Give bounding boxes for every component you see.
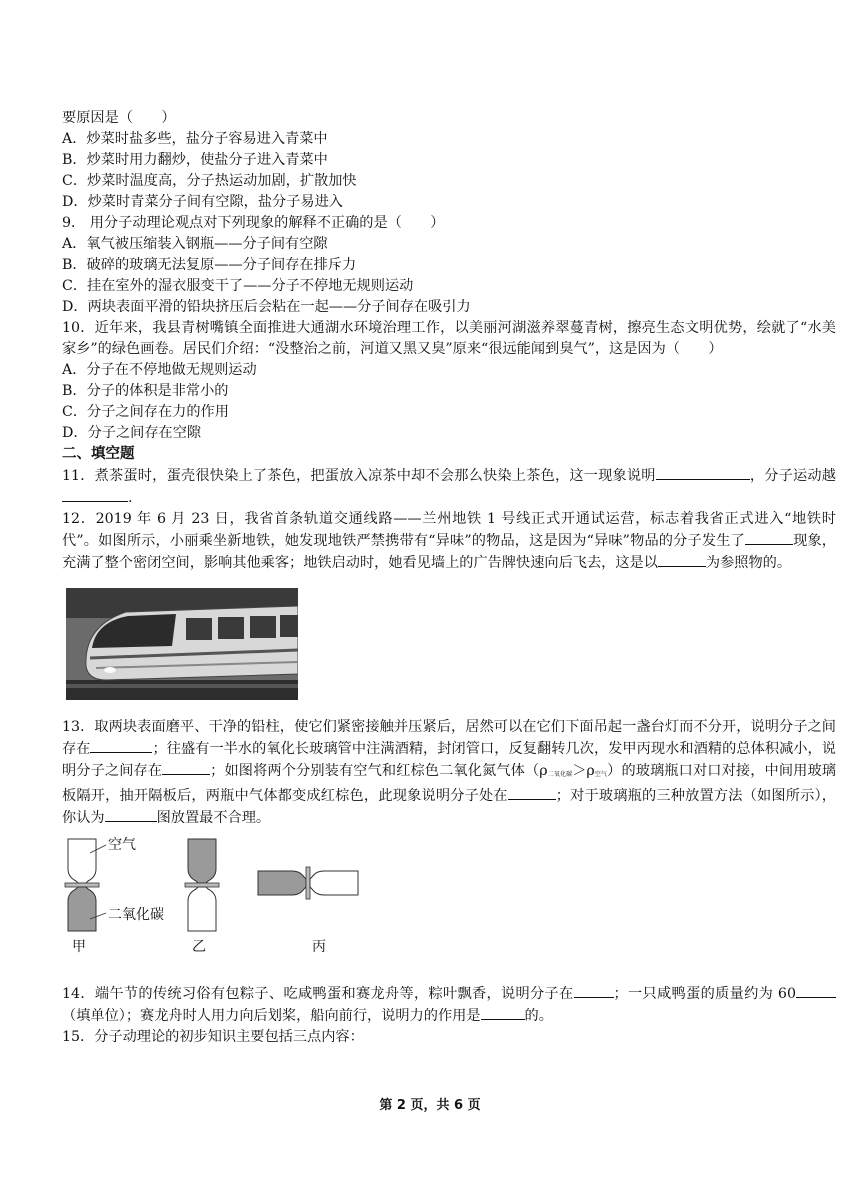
q10-option-c: C．分子之间存在力的作用: [62, 404, 229, 420]
q14: [62, 983, 836, 1027]
q13-text-6: 图放置最不合理。: [156, 810, 271, 826]
q13-blank-1: [90, 738, 152, 753]
q11: [62, 465, 836, 509]
q12-blank-1: [745, 530, 793, 545]
q9-stem: 9． 用分子动理论观点对下列现象的解释不正确的是（ ）: [62, 215, 445, 231]
q14-text-4: 的。: [524, 1008, 553, 1024]
q9-option-d: D．两块表面平滑的铅块挤压后会粘在一起——分子间存在吸引力: [62, 299, 471, 315]
bottle-arrangement-yi: [185, 839, 219, 931]
q13-text-2: ；往盛有一半水的氧化长玻璃管中注满酒精，封闭管口，反复翻转几次，发甲丙现水和酒精的总体积减小，说明分子之间存在: [62, 741, 836, 779]
q11-blank-2: [62, 487, 128, 502]
q13: [62, 717, 836, 829]
q13-subscript-air: 空气: [594, 771, 608, 778]
section-heading: 二、填空题: [62, 446, 135, 462]
q11-text-1: 11．煮茶蛋时，蛋壳很快染上了茶色，把蛋放入凉茶中却不会那么快染上茶色，这一现象说明: [62, 468, 656, 484]
q8-option-d: D．炒菜时青菜分子间有空隙，盐分子易进入: [62, 194, 343, 210]
document-body: [62, 108, 836, 1048]
label-co2: 二氧化碳: [108, 907, 164, 923]
q9-option-b: B．破碎的玻璃无法复原——分子间存在排斥力: [62, 257, 357, 273]
q9-option-c: C．挂在室外的湿衣服变干了——分子不停地无规则运动: [62, 278, 414, 294]
q11-text-3: .: [128, 490, 133, 506]
q13-blank-2: [162, 760, 210, 775]
q14-text-2: ；一只咸鸭蛋的质量约为 60: [613, 986, 796, 1002]
q8-stem-end: 要原因是（ ）: [62, 110, 176, 126]
q13-blank-3: [508, 785, 556, 800]
q8-option-b: B．炒菜时用力翻炒，使盐分子进入青菜中: [62, 152, 328, 168]
q14-text-1: 14．端午节的传统习俗有包粽子、吃咸鸭蛋和赛龙舟等，粽叶飘香，说明分子在: [62, 986, 574, 1002]
q12: [62, 509, 836, 574]
q12-blank-2: [658, 552, 706, 567]
q13-gt: ＞ρ: [572, 763, 595, 779]
q10-option-d: D．分子之间存在空隙: [62, 425, 202, 441]
q14-text-3: （填单位）；赛龙舟时人用力向后划桨，船向前行，说明力的作用是: [62, 1008, 481, 1024]
q12-text-2: 现象，充满了整个密闭空间，影响其他乘客；地铁启动时，她看见墙上的广告牌快速向后飞去，这是以: [62, 533, 836, 571]
q14-blank-2: [796, 983, 836, 998]
label-air: 空气: [108, 837, 136, 853]
q13-subscript-co2: 二氧化碳: [547, 771, 573, 778]
page-footer: 第 2 页，共 6 页: [379, 1098, 481, 1113]
q8-option-c: C．炒菜时温度高，分子热运动加剧，扩散加快: [62, 173, 357, 189]
q14-blank-1: [574, 983, 614, 998]
q12-text-3: 为参照物的。: [705, 555, 792, 571]
q13-text-3: ；如图将两个分别装有空气和红棕色二氧化氮气体（ρ: [210, 763, 548, 779]
q13-text-5: ；对于玻璃瓶的三种放置方法（如图所示），你认为: [62, 788, 836, 826]
q8-option-a: A．炒菜时盐多些，盐分子容易进入青菜中: [62, 131, 328, 147]
subway-train-photo: [66, 588, 298, 700]
q9-option-a: A．氧气被压缩装入钢瓶——分子间有空隙: [62, 236, 328, 252]
q11-blank-1: [656, 465, 750, 480]
bottle-arrangement-bing: [258, 867, 358, 899]
q14-blank-3: [481, 1005, 525, 1020]
q10-stem: 10．近年来，我县青树嘴镇全面推进大通湖水环境治理工作，以美丽河湖滋养翠蔓青树，擦亮生态文明优势，绘就了“水美家乡”的绿色画卷。居民们介绍：“没整治之前，河道又黑又臭”原来“很远能闻到臭气”，这是因为（ ）: [62, 320, 836, 357]
bottle-placement-figure: [62, 833, 392, 983]
q13-blank-4: [105, 807, 157, 822]
q10-option-a: A．分子在不停地做无规则运动: [62, 362, 257, 378]
q15-stem: 15．分子动理论的初步知识主要包括三点内容：: [62, 1029, 364, 1045]
q13-text-4: ）的玻璃瓶口对口对接，中间用玻璃板隔开，抽开隔板后，两瓶中气体都变成红棕色，此现象说明分子处在: [62, 763, 836, 804]
q13-text-1: 13．取两块表面磨平、干净的铅柱，使它们紧密接触并压紧后，居然可以在它们下面吊起一盏台灯而不分开，说明分子之间存在: [62, 719, 836, 757]
q11-text-2: ，分子运动越: [749, 468, 836, 484]
q12-text-1: 12．2019 年 6 月 23 日，我省首条轨道交通线路——兰州地铁 1 号线正式开通试运营，标志着我省正式进入“地铁时代”。如图所示，小丽乘坐新地铁，她发现地铁严禁携带有“异味”的物品，这是因为“异味”物品的分子发生了: [62, 511, 836, 549]
label-yi: 乙: [192, 939, 206, 955]
label-jia: 甲: [72, 939, 86, 955]
q10-option-b: B．分子的体积是非常小的: [62, 383, 229, 399]
label-bing: 丙: [312, 939, 326, 955]
bottle-arrangement-jia: [65, 839, 106, 931]
